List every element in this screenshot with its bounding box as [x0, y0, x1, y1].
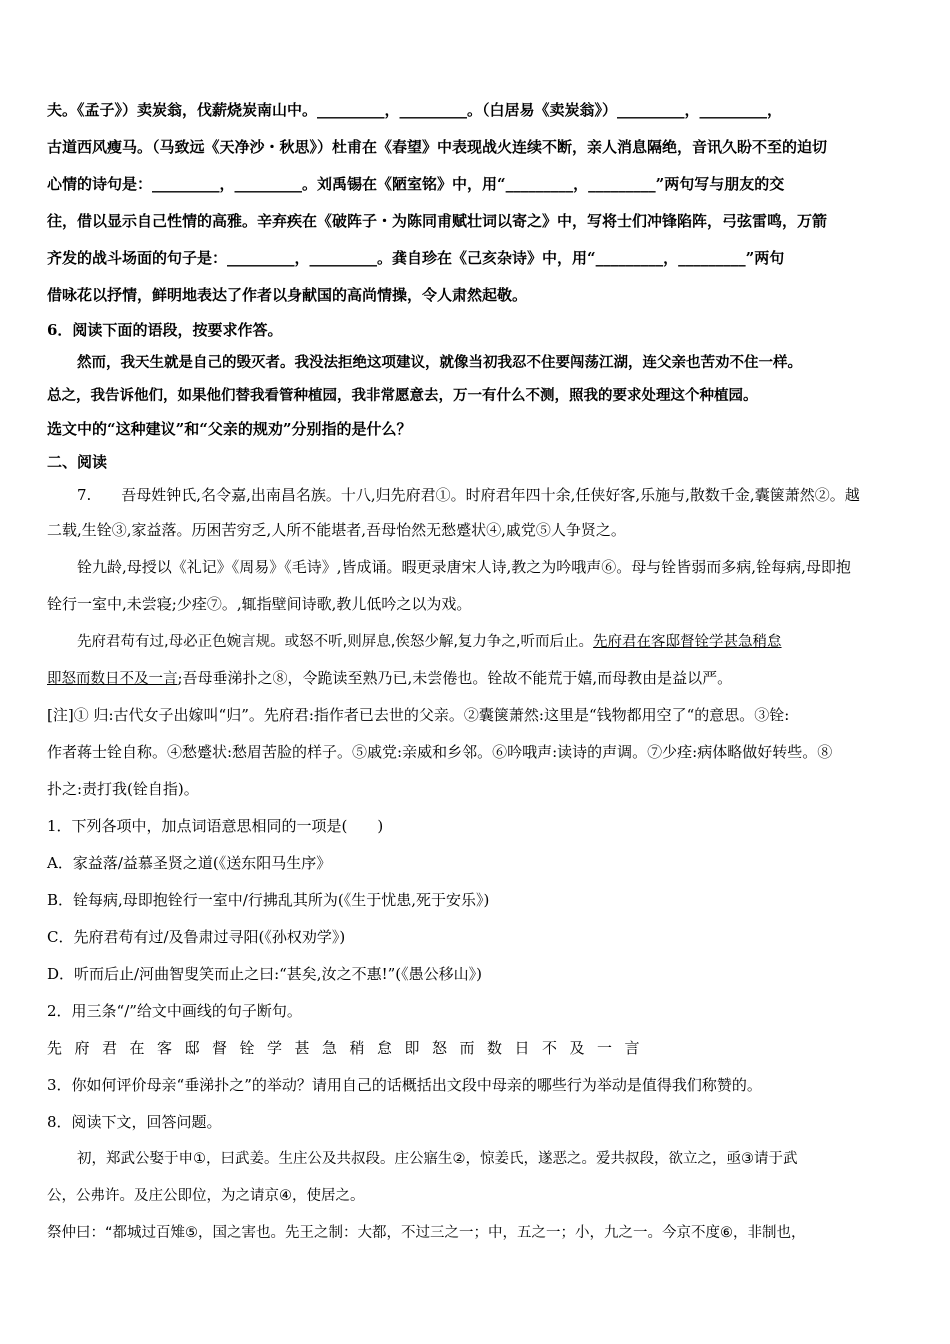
section-heading-reading: 二、阅读	[47, 453, 108, 471]
q6-heading: 6．阅读下面的语段，按要求作答。	[47, 321, 283, 339]
q8-heading: 8．阅读下文，回答问题。	[47, 1113, 222, 1131]
q7-notes-line-1: [注]① 归:古代女子出嫁叫“归”。先府君:指作者已去世的父亲。②囊箧萧然:这里是“钱物都用空了“的意思。③铨:	[47, 706, 790, 724]
q7-sub1-option-d: D．听而后止/河曲智叟笑而止之曰:“甚矣,汝之不惠!”(《愚公移山》)	[47, 965, 482, 983]
q7-passage-p3-line-2	[47, 660, 905, 697]
fill-blank-line-4: 往，借以显示自己性情的高雅。辛弃疾在《破阵子・为陈同甫赋壮词以寄之》中，写将士们冲锋陷阵，弓弦雷鸣，万箭	[47, 212, 828, 230]
exam-page	[47, 92, 905, 1252]
q7-p3-text-2: ;吾母垂涕扑之⑧，令跪读至熟乃已,未尝倦也。铨故不能荒于嬉,而母教由是益以严。	[177, 669, 733, 687]
fill-blank-line-5: 齐发的战斗场面的句子是：_________，_________。龚自珍在《己亥杂诗》中，用“_________，_________”两句	[47, 249, 785, 267]
q7-underlined-sentence-part-1: 先府君在客邸督铨学甚急稍怠	[593, 634, 782, 650]
q7-p3-text: 先府君苟有过,母必正色婉言规。或怒不听,则屏息,俟怒少解,复力争之,听而后止。	[77, 634, 594, 650]
q8-passage-line-1: 初，郑武公娶于申①，曰武姜。生庄公及共叔段。庄公寤生②，惊姜氏，遂恶之。爱共叔段，欲立之，亟③请于武	[77, 1151, 798, 1167]
q7-passage-p1-line-1: 7. 吾母姓钟氏,名令嘉,出南昌名族。十八,归先府君①。时府君年四十余,任侠好客,乐施与,散数千金,囊箧萧然②。越	[77, 486, 860, 504]
q7-passage-p1-line-2: 二载,生铨③,家益落。历困苦穷乏,人所不能堪者,吾母怡然无愁蹙状④,戚党⑤人争贤之。	[47, 521, 626, 539]
q7-passage-p3-line-1	[47, 623, 905, 660]
q7-notes-line-2: 作者蒋士铨自称。④愁蹙状:愁眉苦脸的样子。⑤戚党:亲威和乡邻。⑥吟哦声:读诗的声调。⑦少痊:病体略做好转些。⑧	[47, 743, 833, 761]
q7-sub2-question: 2．用三条“/”给文中画线的句子断句。	[47, 1002, 302, 1020]
fill-blank-line-6: 借咏花以抒情，鲜明地表达了作者以身献国的高尚情操，令人肃然起敬。	[47, 286, 528, 304]
q8-passage-line-2: 公，公弗许。及庄公即位，为之请京④，使居之。	[47, 1188, 365, 1204]
q7-sub1-question: 1．下列各项中，加点词语意思相同的一项是( )	[47, 817, 384, 835]
q6-question: 选文中的“这种建议”和“父亲的规劝”分别指的是什么？	[47, 420, 412, 438]
q7-sub1-option-b: B．铨每病,母即抱铨行一室中/行拂乱其所为(《生于忧患,死于安乐》)	[47, 891, 490, 909]
q7-passage-p2-line-1: 铨九龄,母授以《礼记》《周易》《毛诗》,皆成诵。暇更录唐宋人诗,教之为吟哦声⑥。母与铨皆弱而多病,铨每病,母即抱	[77, 558, 851, 576]
q6-passage-line-1: 然而，我天生就是自己的毁灭者。我没法拒绝这项建议，就像当初我忍不住要闯荡江湖，连父亲也苦劝不住一样。	[77, 355, 802, 371]
q6-passage-line-2: 总之，我告诉他们，如果他们替我看管种植园，我非常愿意去，万一有什么不测，照我的要求处理这个种植园。	[47, 388, 758, 404]
q7-sub1-option-a: A．家益落/益慕圣贤之道(《送东阳马生序》	[47, 854, 332, 872]
q7-sub1-option-c: C．先府君苟有过/及鲁肃过寻阳(《孙权劝学》)	[47, 928, 346, 946]
q7-underlined-sentence-part-2: 即怒而数日不及一言	[47, 671, 178, 687]
q7-sub2-sentence: 先府君在客邸督铨学甚急稍怠即怒而数日不及一言	[47, 1039, 653, 1057]
q7-passage-p2-line-2: 铨行一室中,未尝寝;少痊⑦。,辄指壁间诗歌,教儿低吟之以为戏。	[47, 595, 472, 613]
fill-blank-line-2: 古道西风瘦马。（马致远《天净沙・秋思》）杜甫在《春望》中表现战火连续不断，亲人消息隔绝，音讯久盼不至的迫切	[47, 138, 828, 156]
q7-sub3-question: 3．你如何评价母亲“垂涕扑之”的举动？请用自己的话概括出文段中母亲的哪些行为举动是值得我们称赞的。	[47, 1076, 762, 1094]
fill-blank-line-1: 夫。《孟子》）卖炭翁，伐薪烧炭南山中。_________，_________。（白居易《卖炭翁》）_________，_________，	[47, 101, 783, 119]
fill-blank-line-3: 心情的诗句是：_________，_________。刘禹锡在《陋室铭》中，用“_________，_________”两句写与朋友的交	[47, 175, 785, 193]
q8-passage-line-3: 祭仲曰：“都城过百雉⑤，国之害也。先王之制：大都，不过三之一；中，五之一；小，九之一。今京不度⑥，非制也，	[47, 1225, 806, 1241]
q7-notes-line-3: 扑之:责打我(铨自指)。	[47, 780, 199, 798]
